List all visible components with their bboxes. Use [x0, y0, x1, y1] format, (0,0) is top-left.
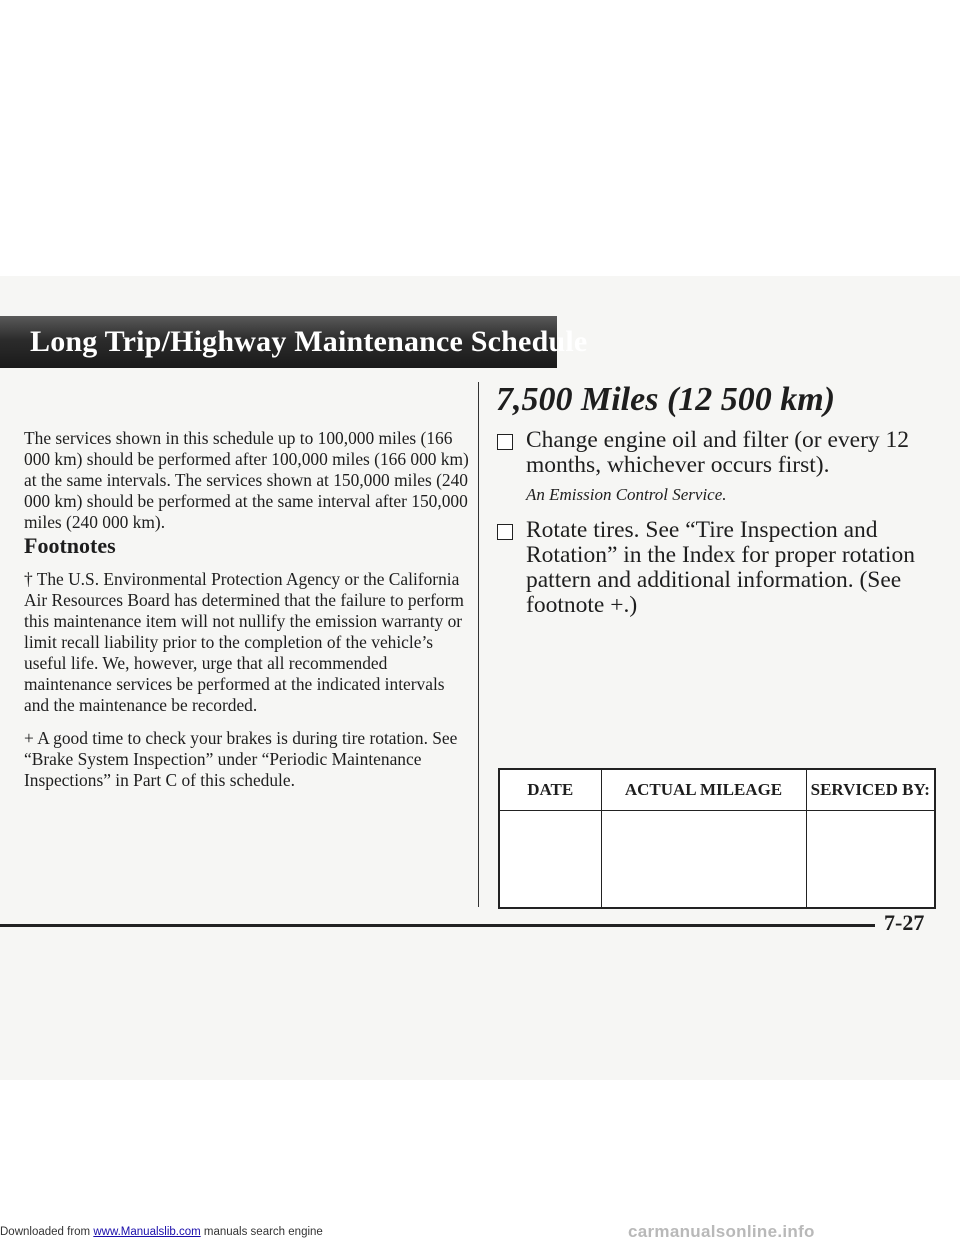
top-margin: [0, 0, 960, 276]
mileage-cell[interactable]: [601, 811, 806, 909]
footnotes-heading: Footnotes: [24, 533, 116, 558]
footer-rule: [0, 924, 875, 927]
checkbox-icon[interactable]: [497, 434, 513, 450]
watermark-suffix: manuals search engine: [200, 1226, 323, 1238]
bottom-margin: [0, 1080, 960, 1242]
right-column: [496, 380, 936, 624]
date-cell[interactable]: [499, 811, 601, 909]
header-actual-mileage: ACTUAL MILEAGE: [601, 769, 806, 811]
left-column: [24, 428, 470, 791]
checkbox-icon[interactable]: [497, 524, 513, 540]
service-item-oil: [496, 428, 936, 478]
table-header-row: [499, 769, 935, 811]
service-record-table: [498, 768, 936, 909]
serviced-by-cell[interactable]: [806, 811, 935, 909]
manualslib-link[interactable]: www.Manualslib.com: [93, 1226, 201, 1238]
emission-note: An Emission Control Service.: [526, 485, 727, 504]
service-item-text: Rotate tires. See “Tire Inspection and Rotation” in the Index for proper rotation pattern and additional information. (See footnote +.): [526, 517, 915, 618]
header-date: DATE: [499, 769, 601, 811]
download-watermark: [0, 1226, 323, 1238]
site-logo: carmanualsonline.info: [628, 1222, 815, 1241]
header-serviced-by: SERVICED BY:: [806, 769, 935, 811]
service-item-text: Change engine oil and filter (or every 12 months, whichever occurs first).: [526, 427, 910, 478]
section-banner: Long Trip/Highway Maintenance Schedule: [0, 316, 557, 368]
footnote-dagger: † The U.S. Environmental Protection Agency or the California Air Resources Board has determined that the failure to perform this maintenance item will not nullify the emission warranty or limit recall liability prior to the completion of the vehicle’s useful life. We, however, urge that all recommended maintenance services be performed at the indicated intervals and the maintenance be recorded.: [24, 569, 464, 715]
watermark-prefix: Downloaded from: [0, 1226, 94, 1238]
footnote-plus: + A good time to check your brakes is during tire rotation. See “Brake System Inspection” under “Periodic Maintenance Inspections” in Part C of this schedule.: [24, 728, 458, 790]
mileage-heading: 7,500 Miles (12 500 km): [496, 381, 836, 418]
page-number: 7-27: [884, 910, 925, 935]
intro-paragraph: The services shown in this schedule up to 100,000 miles (166 000 km) should be performed after 100,000 miles (166 000 km) at the same intervals. The services shown at 150,000 miles (240 000 km) should be performed at the same interval after 150,000 miles (240 000 km).: [24, 428, 469, 532]
table-row: [499, 811, 935, 909]
service-item-tires: [496, 518, 936, 618]
column-divider: [478, 382, 479, 907]
